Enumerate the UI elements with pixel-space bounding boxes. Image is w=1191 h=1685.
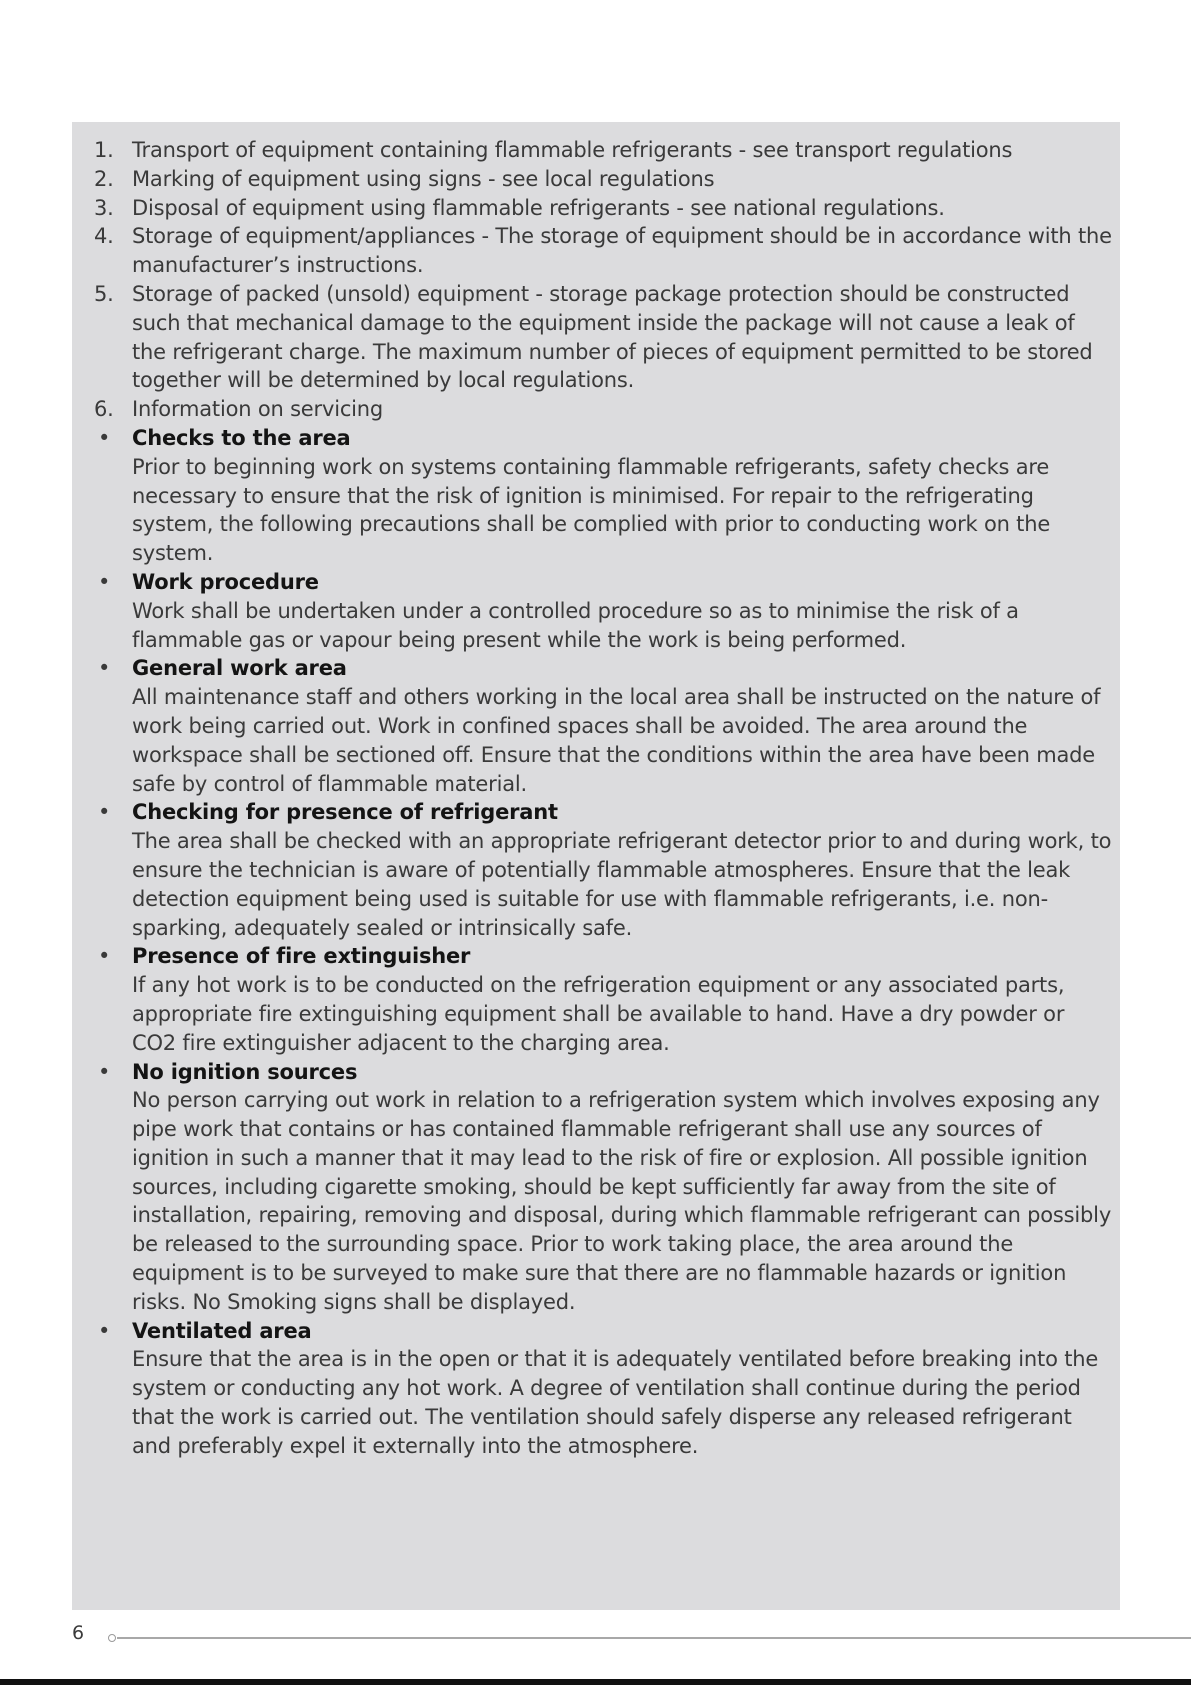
bullet-item (72, 424, 1112, 568)
bullet-icon: • (98, 1059, 111, 1084)
bullet-icon: • (98, 1318, 111, 1343)
bullet-text: Ensure that the area is in the open or that it is adequately ventilated before breaking into the system or conducting any hot work. A degree of ventilation shall continue during the period that the work is carried out. The ventilation should safely disperse any released refrigerant and preferably expel it externally into the atmosphere. (132, 1347, 1099, 1458)
numbered-item (72, 280, 1112, 395)
list-item-text: Transport of equipment containing flammable refrigerants - see transport regulations (132, 138, 1013, 162)
list-number: 1. (94, 138, 114, 162)
bullet-icon: • (98, 425, 111, 450)
list-number: 6. (94, 397, 114, 422)
bullet-text: Work shall be undertaken under a controlled procedure so as to minimise the risk of a flammable gas or vapour being present while the work is being performed. (132, 598, 1019, 652)
bullet-heading: No ignition sources (132, 1059, 358, 1084)
bullet-heading: Ventilated area (132, 1318, 312, 1343)
list-item-text: Storage of equipment/appliances - The storage of equipment should be in accordance with the manufacturer’s instructions. (132, 224, 1112, 278)
bullet-item (72, 568, 1112, 654)
list-number: 3. (94, 195, 114, 220)
bullet-icon: • (98, 656, 111, 681)
bullet-heading: Presence of fire extinguisher (132, 944, 471, 969)
footer-divider (117, 1637, 1191, 1639)
bullet-heading: Checking for presence of refrigerant (132, 800, 558, 825)
bullet-text: All maintenance staff and others working in the local area shall be instructed on the nature of work being carried out. Work in confined spaces shall be avoided. The area around the workspace shall be sectioned off. Ensure that the conditions within the area have been made safe by control of flammable material. (132, 685, 1101, 796)
bullet-heading: Checks to the area (132, 425, 351, 450)
bullet-text: Prior to beginning work on systems containing flammable refrigerants, safety checks are necessary to ensure that the risk of ignition is minimised. For repair to the refrigerating system, the following precautions shall be complied with prior to conducting work on the system. (132, 454, 1051, 566)
bullet-item (72, 942, 1112, 1057)
bullet-heading: General work area (132, 656, 347, 681)
bullet-icon: • (98, 944, 111, 969)
bullet-text: The area shall be checked with an appropriate refrigerant detector prior to and during work, to ensure the technician is aware of potentially flammable atmospheres. Ensure that the leak detection equipment being used is suitable for use with flammable refrigerants, i.e. non-sparking, adequately sealed or intrinsically safe. (132, 829, 1112, 940)
bullet-item (72, 654, 1112, 798)
bullet-heading: Work procedure (132, 569, 319, 594)
bullet-item (72, 798, 1112, 942)
bullet-icon: • (98, 800, 111, 825)
bullet-item (72, 1058, 1112, 1317)
numbered-item (72, 395, 1112, 424)
bullet-text: No person carrying out work in relation to a refrigeration system which involves exposing any pipe work that contains or has contained flammable refrigerant shall use any sources of ignition in such a manner that it may lead to the risk of fire or explosion. All possible ignition sources, including cigarette smoking, should be kept sufficiently far away from the site of installation, repairing, removing and disposal, during which flammable refrigerant can possibly be released to the surrounding space. Prior to work taking place, the area around the equipment is to be surveyed to make sure that there are no flammable hazards or ignition risks. No Smoking signs shall be displayed. (132, 1088, 1112, 1314)
list-item-text: Disposal of equipment using flammable refrigerants - see national regulations. (132, 195, 945, 220)
list-item-text: Storage of packed (unsold) equipment - storage package protection should be constructed such that mechanical damage to the equipment inside the package will not cause a leak of the refrigerant charge. The maximum number of pieces of equipment permitted to be stored together will be determined by local regulations. (132, 281, 1093, 393)
numbered-item (72, 165, 1112, 194)
bullet-icon: • (98, 569, 111, 594)
numbered-item (72, 194, 1112, 223)
bullet-item (72, 1317, 1112, 1461)
page-number: 6 (72, 1622, 85, 1644)
list-number: 4. (94, 224, 114, 249)
bullet-text: If any hot work is to be conducted on the refrigeration equipment or any associated parts, appropriate fire extinguishing equipment shall be available to hand. Have a dry powder or CO2 fire extinguisher adjacent to the charging area. (132, 973, 1065, 1055)
list-number: 5. (94, 281, 114, 306)
panel-content (72, 136, 1112, 1461)
list-number: 2. (94, 166, 114, 191)
info-panel (72, 122, 1120, 1610)
list-item-text: Marking of equipment using signs - see local regulations (132, 166, 715, 191)
list-item-text: Information on servicing (132, 397, 384, 422)
numbered-item (72, 136, 1112, 165)
footer-circle-icon (108, 1634, 116, 1642)
bottom-edge-bar (0, 1679, 1191, 1685)
numbered-item (72, 222, 1112, 280)
